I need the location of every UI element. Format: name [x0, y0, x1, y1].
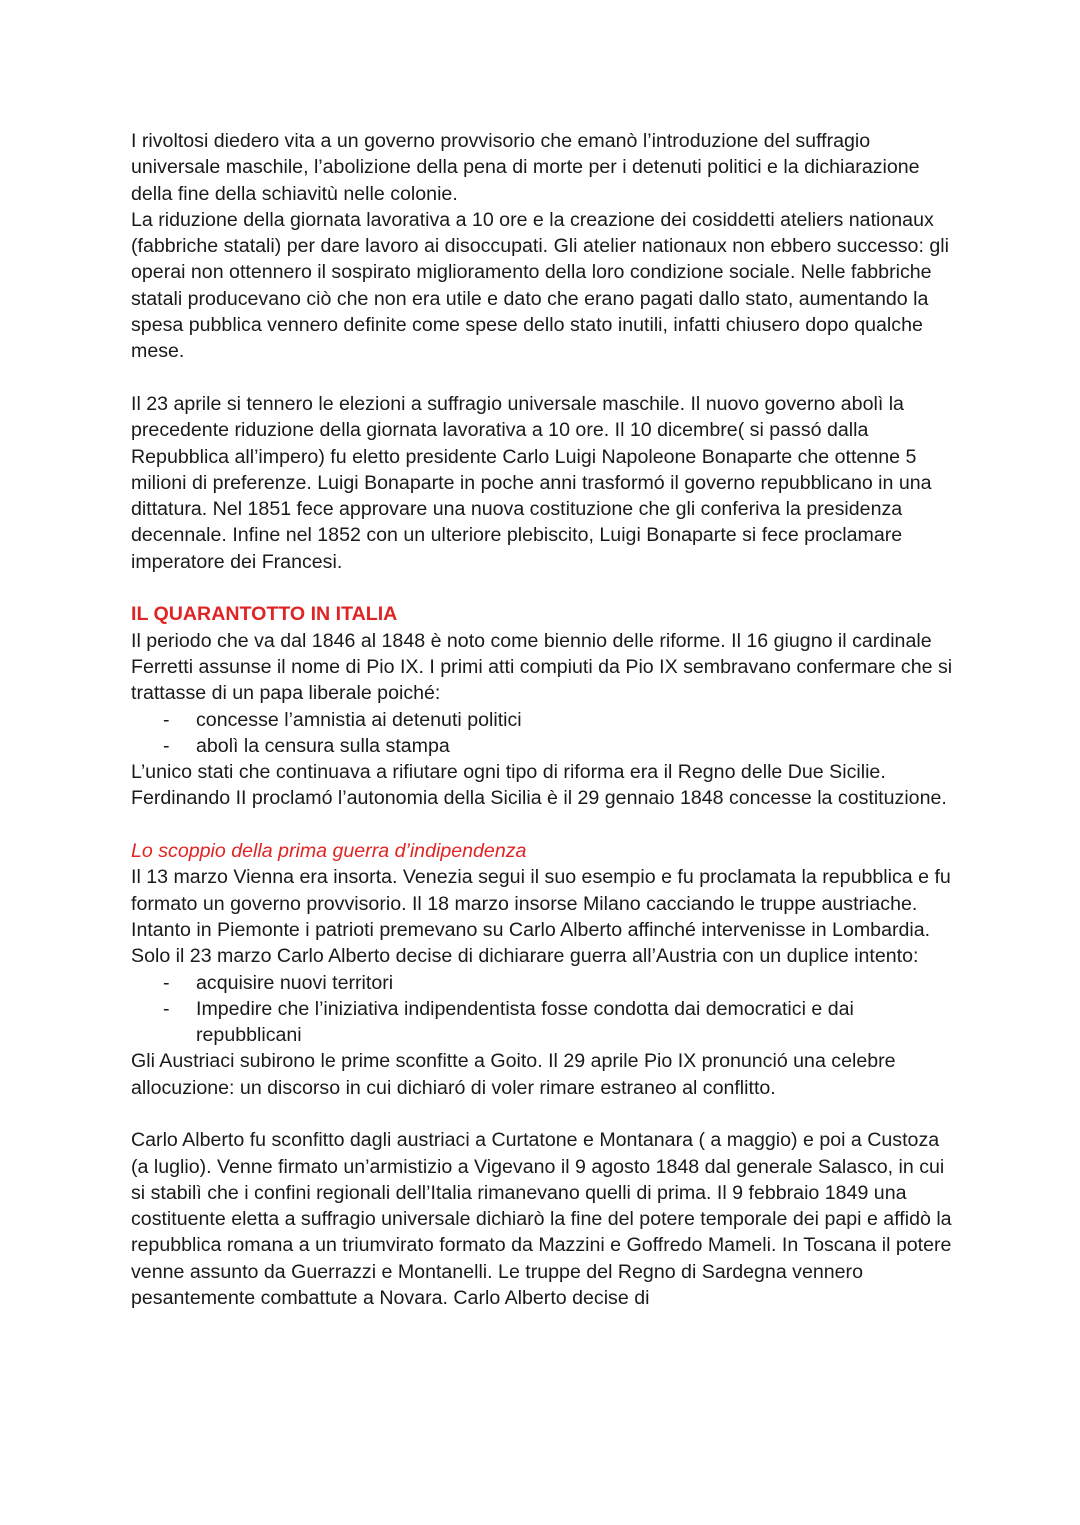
paragraph-governo-provvisorio: I rivoltosi diedero vita a un governo provvisorio che emanò l’introduzione del suffragio universale maschile, l’abolizione della pena di morte per i detenuti politici e la dichiarazione della fine della schiavitù nelle colonie.	[131, 130, 920, 205]
list-item	[131, 707, 961, 733]
bullet-dash: -	[163, 734, 170, 757]
list-item-text: Impedire che l’iniziativa indipendentista fosse condotta dai democratici e dai repubblicani	[196, 997, 854, 1047]
list-item	[131, 996, 961, 1049]
list-item-text: concesse l’amnistia ai detenuti politici	[196, 708, 522, 731]
spacer	[131, 1101, 961, 1127]
paragraph-ateliers-nationaux: La riduzione della giornata lavorativa a 10 ore e la creazione dei cosiddetti ateliers nationaux (fabbriche statali) per dare lavoro ai disoccupati. Gli atelier nationaux non ebbero successo: gli operai non ottennero il sospirato miglioramento della loro condizione sociale. Nelle fabbriche statali producevano ciò che non era utile e dato che erano pagati dallo stato, aumentando la spesa pubblica vennero definite come spese dello stato inutili, infatti chiusero dopo qualche mese.	[131, 208, 949, 363]
paragraph-due-sicilie: L’unico stati che continuava a rifiutare ogni tipo di riforma era il Regno delle Due Sicilie. Ferdinando II proclamó l’autonomia della Sicilia è il 29 gennaio 1848 concesse la costituzione.	[131, 761, 947, 810]
paragraph-goito: Gli Austriaci subirono le prime sconfitte a Goito. Il 29 aprile Pio IX pronunció una celebre allocuzione: un discorso in cui dichiaró di voler rimare estraneo al conflitto.	[131, 1050, 896, 1099]
bullet-dash: -	[163, 971, 170, 994]
paragraph-elezioni-23-aprile: Il 23 aprile si tennero le elezioni a suffragio universale maschile. Il nuovo governo abolì la precedente riduzione della giornata lavorativa a 10 ore. Il 10 dicembre( si passó dalla Repubblica all’impero) fu eletto presidente Carlo Luigi Napoleone Bonaparte che ottenne 5 milioni di preferenze. Luigi Bonaparte in poche anni trasformó il governo repubblicano in una dittatura. Nel 1851 fece approvare una nuova costituzione che gli conferiva la presidenza decennale. Infine nel 1852 con un ulteriore plebiscito, Luigi Bonaparte si fece proclamare imperatore dei Francesi.	[131, 392, 932, 573]
spacer	[131, 365, 961, 391]
list-item	[131, 970, 961, 996]
document-page	[131, 128, 961, 1311]
bullet-dash: -	[163, 708, 170, 731]
list-item	[131, 733, 961, 759]
paragraph-vienna-insorta: Il 13 marzo Vienna era insorta. Venezia segui il suo esempio e fu proclamata la repubblica e fu formato un governo provvisorio. Il 18 marzo insorse Milano cacciando le truppe austriache. Intanto in Piemonte i patrioti premevano su Carlo Alberto affinché intervenisse in Lombardia. Solo il 23 marzo Carlo Alberto decise di dichiarare guerra all’Austria con un duplice intento:	[131, 866, 951, 968]
bullet-list-intento	[131, 970, 961, 1049]
paragraph-curtatone-custoza: Carlo Alberto fu sconfitto dagli austriaci a Curtatone e Montanara ( a maggio) e poi a Custoza (a luglio). Venne firmato un’armistizio a Vigevano il 9 agosto 1848 dal generale Salasco, in cui si stabilì che i confini regionali dell’Italia rimanevano quelli di prima. Il 9 febbraio 1849 una costituente eletta a suffragio universale dichiarò la fine del potere temporale dei papi e affidò la repubblica romana a un triumvirato formato da Mazzini e Goffredo Mameli. In Toscana il potere venne assunto da Guerrazzi e Montanelli. Le truppe del Regno di Sardegna vennero pesantemente combattute a Novara. Carlo Alberto decise di	[131, 1129, 952, 1310]
spacer	[131, 812, 961, 838]
list-item-text: acquisire nuovi territori	[196, 971, 394, 994]
spacer	[131, 575, 961, 601]
list-item-text: abolì la censura sulla stampa	[196, 734, 450, 757]
paragraph-biennio-riforme: Il periodo che va dal 1846 al 1848 è noto come biennio delle riforme. Il 16 giugno il cardinale Ferretti assunse il nome di Pio IX. I primi atti compiuti da Pio IX sembravano confermare che si trattasse di un papa liberale poiché:	[131, 629, 953, 705]
section-subheading-guerra-indipendenza: Lo scoppio della prima guerra d’indipendenza	[131, 840, 527, 863]
bullet-list-pio-ix	[131, 707, 961, 760]
bullet-dash: -	[163, 997, 170, 1020]
section-heading-quarantotto: IL QUARANTOTTO IN ITALIA	[131, 603, 398, 626]
